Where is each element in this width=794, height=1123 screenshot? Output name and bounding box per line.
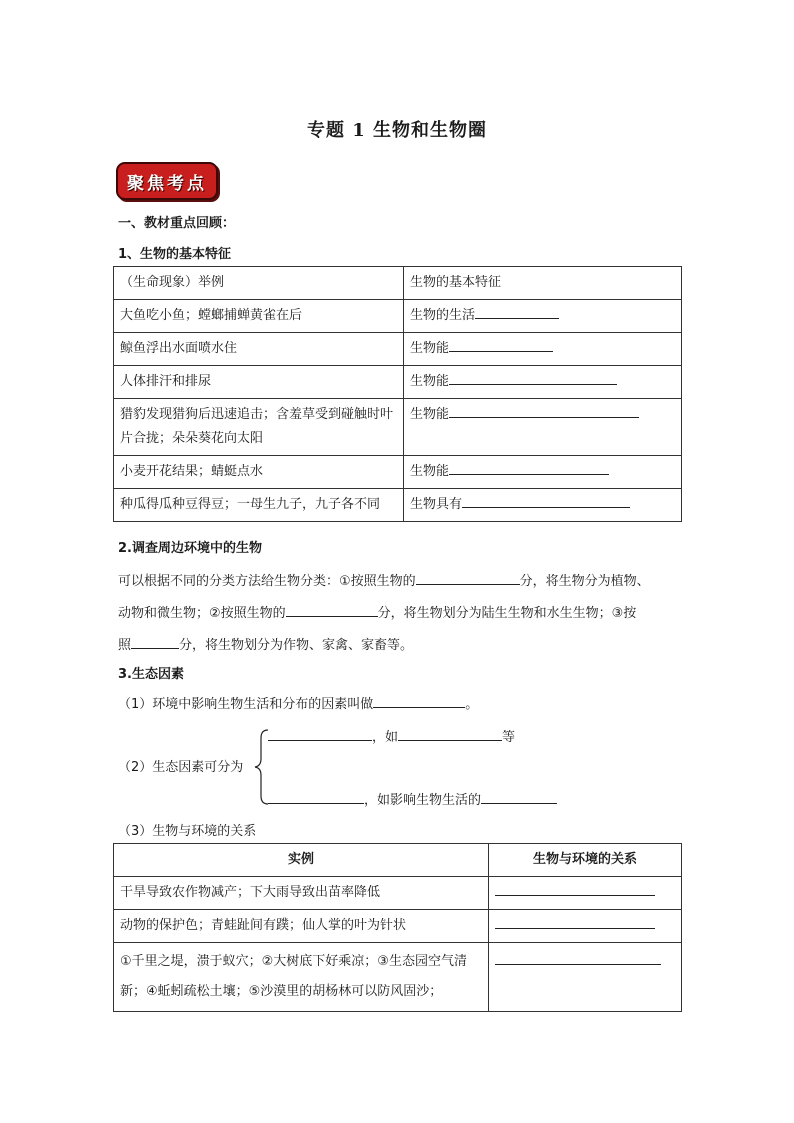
- feature-cell: [404, 300, 682, 333]
- feature-text: 生物能: [410, 464, 450, 479]
- feature-cell: [404, 489, 682, 522]
- text: 分，将生物分为植物、: [519, 574, 650, 589]
- table-row: [114, 489, 682, 522]
- answer-blank[interactable]: [398, 726, 502, 741]
- answer-blank[interactable]: [475, 304, 559, 319]
- text: 可以根据不同的分类方法给生物分类：①按照生物的: [118, 574, 416, 589]
- table-row: [114, 910, 682, 943]
- relationship-cell: [489, 877, 682, 910]
- s1-heading: 1、生物的基本特征: [118, 247, 232, 262]
- section-heading: 一、教材重点回顾：: [118, 216, 236, 231]
- answer-blank[interactable]: [495, 914, 655, 929]
- answer-blank[interactable]: [495, 881, 655, 896]
- table-header-row: [114, 267, 682, 300]
- example-cell: 猎豹发现猎狗后迅速追击；含羞草受到碰触时叶片合拢；朵朵葵花向太阳: [114, 399, 404, 456]
- text: 照: [118, 638, 132, 653]
- characteristics-table: [113, 266, 682, 522]
- page-title: 专题 1 生物和生物圈: [306, 120, 488, 141]
- relationship-cell: [489, 910, 682, 943]
- text: 分，将生物划分为作物、家禽、家畜等。: [179, 638, 414, 653]
- text: 。: [465, 697, 479, 712]
- answer-blank[interactable]: [449, 370, 617, 385]
- example-cell: 鲸鱼浮出水面喷水住: [114, 333, 404, 366]
- table-row: [114, 877, 682, 910]
- answer-blank[interactable]: [286, 602, 378, 617]
- table-row: [114, 300, 682, 333]
- feature-text: 生物的生活: [410, 308, 476, 323]
- relationship-table: [113, 843, 682, 1012]
- feature-text: 生物能: [410, 407, 450, 422]
- feature-text: 生物能: [410, 341, 450, 356]
- answer-blank[interactable]: [481, 789, 557, 804]
- feature-text: 生物具有: [410, 497, 463, 512]
- answer-blank[interactable]: [449, 403, 639, 418]
- answer-blank[interactable]: [268, 789, 364, 804]
- table-header-cell: 生物的基本特征: [404, 267, 682, 300]
- example-cell: 动物的保护色；青蛙趾间有蹼；仙人掌的叶为针状: [114, 910, 489, 943]
- table-header-cell: 实例: [114, 844, 489, 877]
- example-cell: 种瓜得瓜种豆得豆；一母生九子，九子各不同: [114, 489, 404, 522]
- question-1: [118, 693, 478, 712]
- relationship-cell: [489, 943, 682, 1012]
- table-row: [114, 366, 682, 399]
- text: ，如: [372, 730, 399, 745]
- answer-blank[interactable]: [373, 693, 465, 708]
- example-cell: 小麦开花结果；蜻蜓点水: [114, 456, 404, 489]
- focus-badge: [116, 162, 218, 200]
- table-row: [114, 456, 682, 489]
- factor-branch-1: [268, 726, 515, 745]
- text: ，如影响生物生活的: [364, 793, 482, 808]
- feature-cell: [404, 456, 682, 489]
- s2-heading: 2.调查周边环境中的生物: [118, 541, 262, 556]
- example-cell: 干旱导致农作物减产；下大雨导致出苗率降低: [114, 877, 489, 910]
- s3-heading: 3.生态因素: [118, 667, 184, 682]
- text: 动物和微生物；②按照生物的: [118, 606, 286, 621]
- badge-label: 聚焦考点: [127, 173, 207, 194]
- example-cell: ①千里之堤，溃于蚁穴；②大树底下好乘凉；③生态园空气清新；④蚯蚓疏松土壤；⑤沙漠里的胡杨林可以防风固沙；: [114, 943, 489, 1012]
- table-row: [114, 333, 682, 366]
- feature-text: 生物能: [410, 374, 450, 389]
- example-cell: 大鱼吃小鱼；螳螂捕蝉黄雀在后: [114, 300, 404, 333]
- answer-blank[interactable]: [131, 634, 179, 649]
- feature-cell: [404, 366, 682, 399]
- answer-blank[interactable]: [495, 950, 661, 965]
- answer-blank[interactable]: [462, 493, 630, 508]
- answer-blank[interactable]: [449, 337, 553, 352]
- text: 分，将生物划分为陆生生物和水生生物；③按: [377, 606, 637, 621]
- answer-blank[interactable]: [449, 460, 609, 475]
- feature-cell: [404, 333, 682, 366]
- answer-blank[interactable]: [268, 726, 372, 741]
- feature-cell: [404, 399, 682, 456]
- table-header-cell: （生命现象）举例: [114, 267, 404, 300]
- question-3: （3）生物与环境的关系: [118, 824, 257, 839]
- text: （1）环境中影响生物生活和分布的因素叫做: [118, 697, 374, 712]
- example-cell: 人体排汗和排尿: [114, 366, 404, 399]
- classification-paragraph: [118, 566, 688, 662]
- factor-branch-2: [268, 789, 557, 808]
- text: 等: [502, 730, 516, 745]
- answer-blank[interactable]: [416, 570, 520, 585]
- table-header-cell: 生物与环境的关系: [489, 844, 682, 877]
- table-row: [114, 943, 682, 1012]
- table-row: [114, 399, 682, 456]
- table-header-row: [114, 844, 682, 877]
- question-2: （2）生态因素可分为: [118, 760, 244, 775]
